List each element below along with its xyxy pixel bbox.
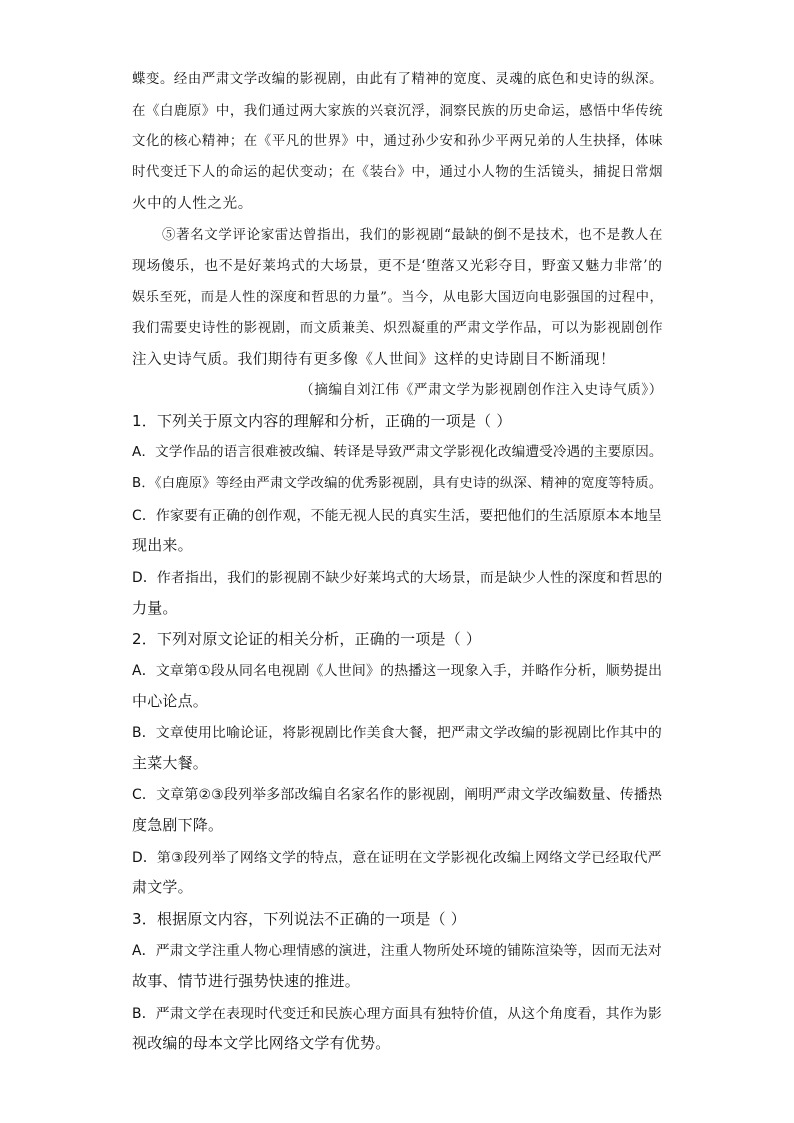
question-1-option-b: B．《白鹿原》等经由严肃文学改编的优秀影视剧，具有史诗的纵深、精神的宽度等特质。 (132, 476, 663, 491)
question-1-option-c-line-2: 现出来。 (132, 536, 193, 554)
question-2-option-a-line-1: A．文章第①段从同名电视剧《人世间》的热播这一现象入手，并略作分析，顺势提出 (132, 663, 663, 679)
passage-p4-line-3: 文化的核心精神；在《平凡的世界》中，通过孙少安和孙少平两兄弟的人生抉择，体味 (132, 134, 664, 149)
question-2-stem: 2．下列对原文论证的相关分析，正确的一项是（ ） (132, 630, 482, 648)
passage-p4-line-2: 在《白鹿原》中，我们通过两大家族的兴衰沉浮，洞察民族的历史命运，感悟中华传统 (132, 104, 664, 119)
question-2-option-c-line-1: C．文章第②③段列举多部改编自名家名作的影视剧，阐明严肃文学改编数量、传播热 (132, 787, 663, 803)
question-2-option-a-line-2: 中心论点。 (132, 692, 209, 710)
question-3-option-a-line-2: 故事、情节进行强势快速的推进。 (132, 972, 361, 990)
question-3-stem: 3．根据原文内容，下列说法不正确的一项是（ ） (132, 910, 466, 928)
passage-p4-line-5: 火中的人性之光。 (132, 196, 253, 212)
question-3-option-a-line-1: A．严肃文学注重人物心理情感的演进，注重人物所处环境的铺陈渲染等，因而无法对 (132, 943, 662, 959)
question-2-option-d-line-1: D．第③段列举了网络文学的特点，意在证明在文学影视化改编上网络文学已经取代严 (132, 850, 662, 866)
question-1-option-d-line-1: D．作者指出，我们的影视剧不缺少好莱坞式的大场景，而是缺少人性的深度和哲思的 (132, 570, 663, 586)
passage-p5-line-1: ⑤著名文学评论家雷达曾指出，我们的影视剧“最缺的倒不是技术，也不是教人在 (162, 227, 664, 243)
passage-p4-line-1: 蝶变。经由严肃文学改编的影视剧，由此有了精神的宽度、灵魂的底色和史诗的纵深。 (132, 72, 664, 87)
question-1-option-a: A．文学作品的语言很难被改编、转译是导致严肃文学影视化改编遭受冷遇的主要原因。 (132, 444, 663, 460)
question-1-option-d-line-2: 力量。 (132, 599, 178, 617)
question-2-option-c-line-2: 度急剧下降。 (132, 816, 224, 834)
question-1-option-c-line-1: C．作家要有正确的创作观，不能无视人民的真实生活，要把他们的生活原原本本地呈 (132, 508, 663, 524)
question-2-option-b-line-2: 主菜大餐。 (132, 754, 209, 772)
question-2-option-b-line-1: B．文章使用比喻论证，将影视剧比作美食大餐，把严肃文学改编的影视剧比作其中的 (132, 725, 662, 741)
passage-p5-line-4: 我们需要史诗性的影视剧，而文质兼美、炽烈凝重的严肃文学作品，可以为影视剧创作 (132, 321, 664, 336)
source-citation: （摘编自刘江伟《严肃文学为影视剧创作注入史诗气质》） (300, 382, 664, 398)
question-3-option-b-line-2: 视改编的母本文学比网络文学有优势。 (132, 1034, 391, 1052)
passage-p4-line-4: 时代变迁下人的命运的起伏变动；在《装台》中，通过小人物的生活镜头，捕捉日常烟 (132, 165, 664, 180)
passage-p5-line-2: 现场傻乐，也不是好莱坞式的大场景，更不是‘堕落又光彩夺目，野蛮又魅力非常’的 (132, 258, 663, 274)
passage-p5-line-5: 注入史诗气质。我们期待有更多像《人世间》这样的史诗剧目不断涌现！ (132, 352, 616, 368)
question-3-option-b-line-1: B．严肃文学在表现时代变迁和民族心理方面具有独特价值，从这个角度看，其作为影 (132, 1006, 662, 1022)
question-2-option-d-line-2: 肃文学。 (132, 878, 193, 896)
passage-p5-line-3: 娱乐至死，而是人性的深度和哲思的力量”。当今，从电影大国迈向电影强国的过程中， (132, 290, 664, 305)
question-1-stem: 1．下列关于原文内容的理解和分析，正确的一项是（ ） (132, 412, 512, 430)
